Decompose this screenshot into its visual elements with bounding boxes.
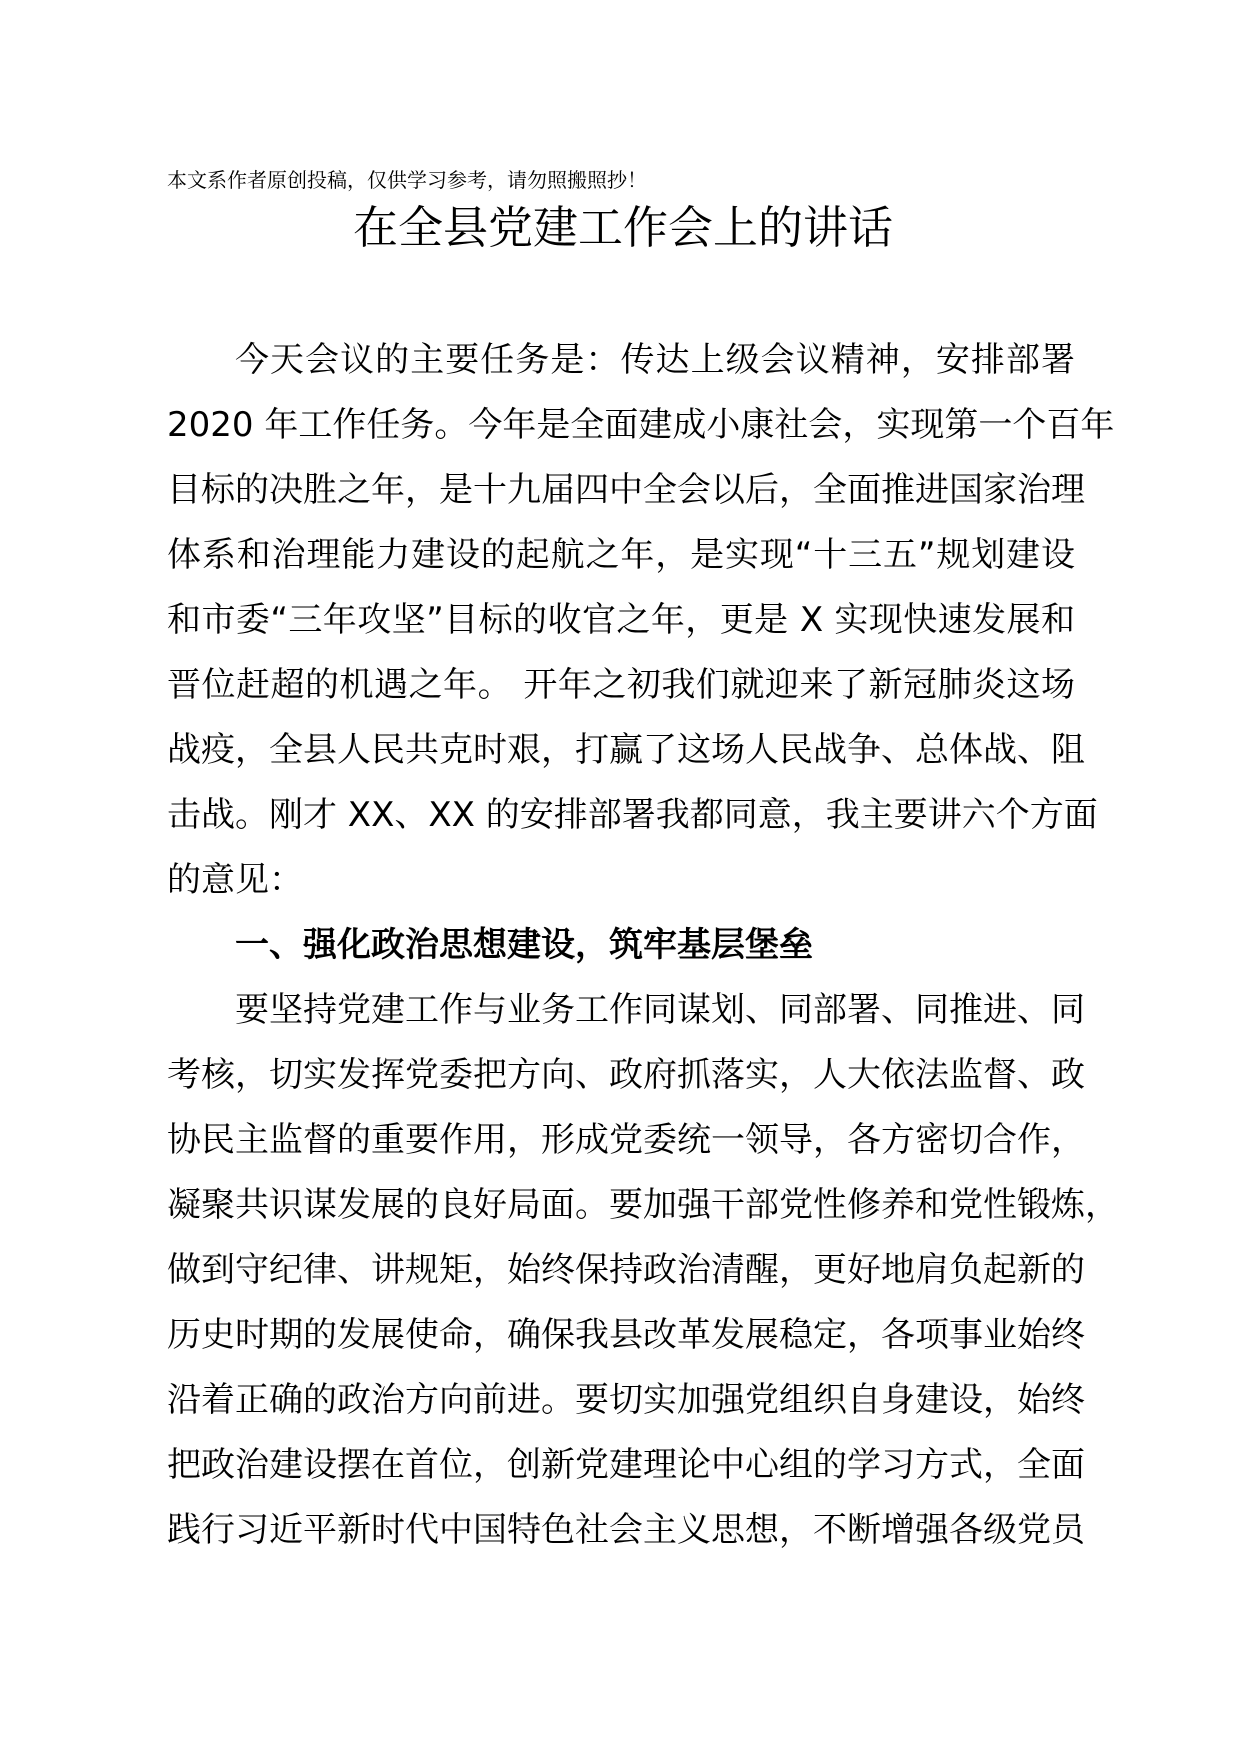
section-heading: 一、强化政治思想建设，筑牢基层堡垒 xyxy=(235,925,813,965)
paragraph-line: 目标的决胜之年，是十九届四中全会以后，全面推进国家治理 xyxy=(167,470,1085,510)
paragraph-line: 体系和治理能力建设的起航之年，是实现“十三五”规划建设 xyxy=(167,535,1075,575)
paragraph-line: 的意见： xyxy=(167,860,303,900)
paragraph-line: 晋位赶超的机遇之年。 开年之初我们就迎来了新冠肺炎这场 xyxy=(167,665,1075,705)
document-title: 在全县党建工作会上的讲话 xyxy=(352,201,893,254)
paragraph-line: 沿着正确的政治方向前进。要切实加强党组织自身建设，始终 xyxy=(167,1380,1085,1420)
paragraph-line: 做到守纪律、讲规矩，始终保持政治清醒，更好地肩负起新的 xyxy=(167,1250,1085,1290)
paragraph-line: 历史时期的发展使命，确保我县改革发展稳定，各项事业始终 xyxy=(167,1315,1085,1355)
paragraph-line: 2020 年工作任务。今年是全面建成小康社会，实现第一个百年 xyxy=(167,405,1115,445)
paragraph-line: 今天会议的主要任务是：传达上级会议精神，安排部署 xyxy=(235,340,1075,380)
paragraph-line: 战疫，全县人民共克时艰，打赢了这场人民战争、总体战、阻 xyxy=(167,730,1085,770)
paragraph-line: 考核，切实发挥党委把方向、政府抓落实，人大依法监督、政 xyxy=(167,1055,1085,1095)
paragraph-line: 击战。刚才 XX、XX 的安排部署我都同意，我主要讲六个方面 xyxy=(167,795,1098,835)
paragraph-line: 把政治建设摆在首位，创新党建理论中心组的学习方式，全面 xyxy=(167,1445,1085,1485)
paragraph-line: 凝聚共识谋发展的良好局面。要加强干部党性修养和党性锻炼， xyxy=(167,1185,1119,1225)
paragraph-line: 践行习近平新时代中国特色社会主义思想，不断增强各级党员 xyxy=(167,1510,1085,1550)
paragraph-line: 协民主监督的重要作用，形成党委统一领导，各方密切合作， xyxy=(167,1120,1085,1160)
copyright-note: 本文系作者原创投稿，仅供学习参考，请勿照搬照抄！ xyxy=(167,168,647,192)
paragraph-line: 和市委“三年攻坚”目标的收官之年，更是 X 实现快速发展和 xyxy=(167,600,1075,640)
document-body xyxy=(167,328,1119,1563)
paragraph-line: 要坚持党建工作与业务工作同谋划、同部署、同推进、同 xyxy=(235,990,1085,1030)
